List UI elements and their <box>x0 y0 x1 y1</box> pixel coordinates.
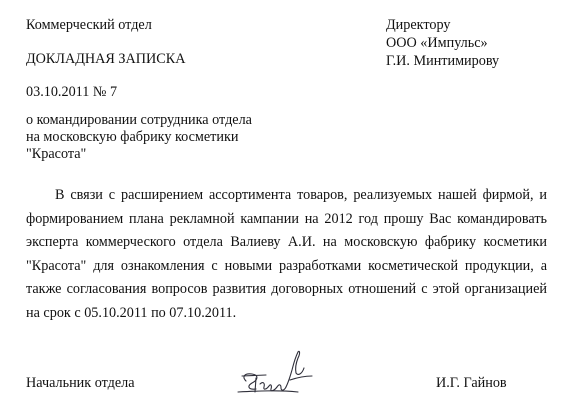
signatory-position: Начальник отдела <box>26 375 135 391</box>
addressee-line: Директору <box>386 17 451 33</box>
addressee-line: ООО «Импульс» <box>386 35 488 51</box>
document-type-heading: ДОКЛАДНАЯ ЗАПИСКА <box>26 51 186 67</box>
signatory-name: И.Г. Гайнов <box>436 375 507 391</box>
subject-line: о командировании сотрудника отдела <box>26 112 252 128</box>
document-date-number: 03.10.2011 № 7 <box>26 84 118 100</box>
handwritten-signature <box>232 340 328 404</box>
subject-line: "Красота" <box>26 146 87 162</box>
addressee-line: Г.И. Минтимирову <box>386 53 500 69</box>
subject-line: на московскую фабрику косметики <box>26 129 239 145</box>
memo-body-paragraph: В связи с расширением ассортимента товаров, реализуемых нашей фирмой, и формированием плана рекламной кампании на 2012 год прошу Вас командировать эксперта коммерческого отдела Валиеву А.И. на московскую фабрику косметики "Красота" для ознакомления с новыми разработками косметической продукции, а также согласования вопросов развития договорных отношений с этой организацией на срок с 05.10.2011 по 07.10.2011. <box>26 187 547 321</box>
department-name: Коммерческий отдел <box>26 17 152 33</box>
